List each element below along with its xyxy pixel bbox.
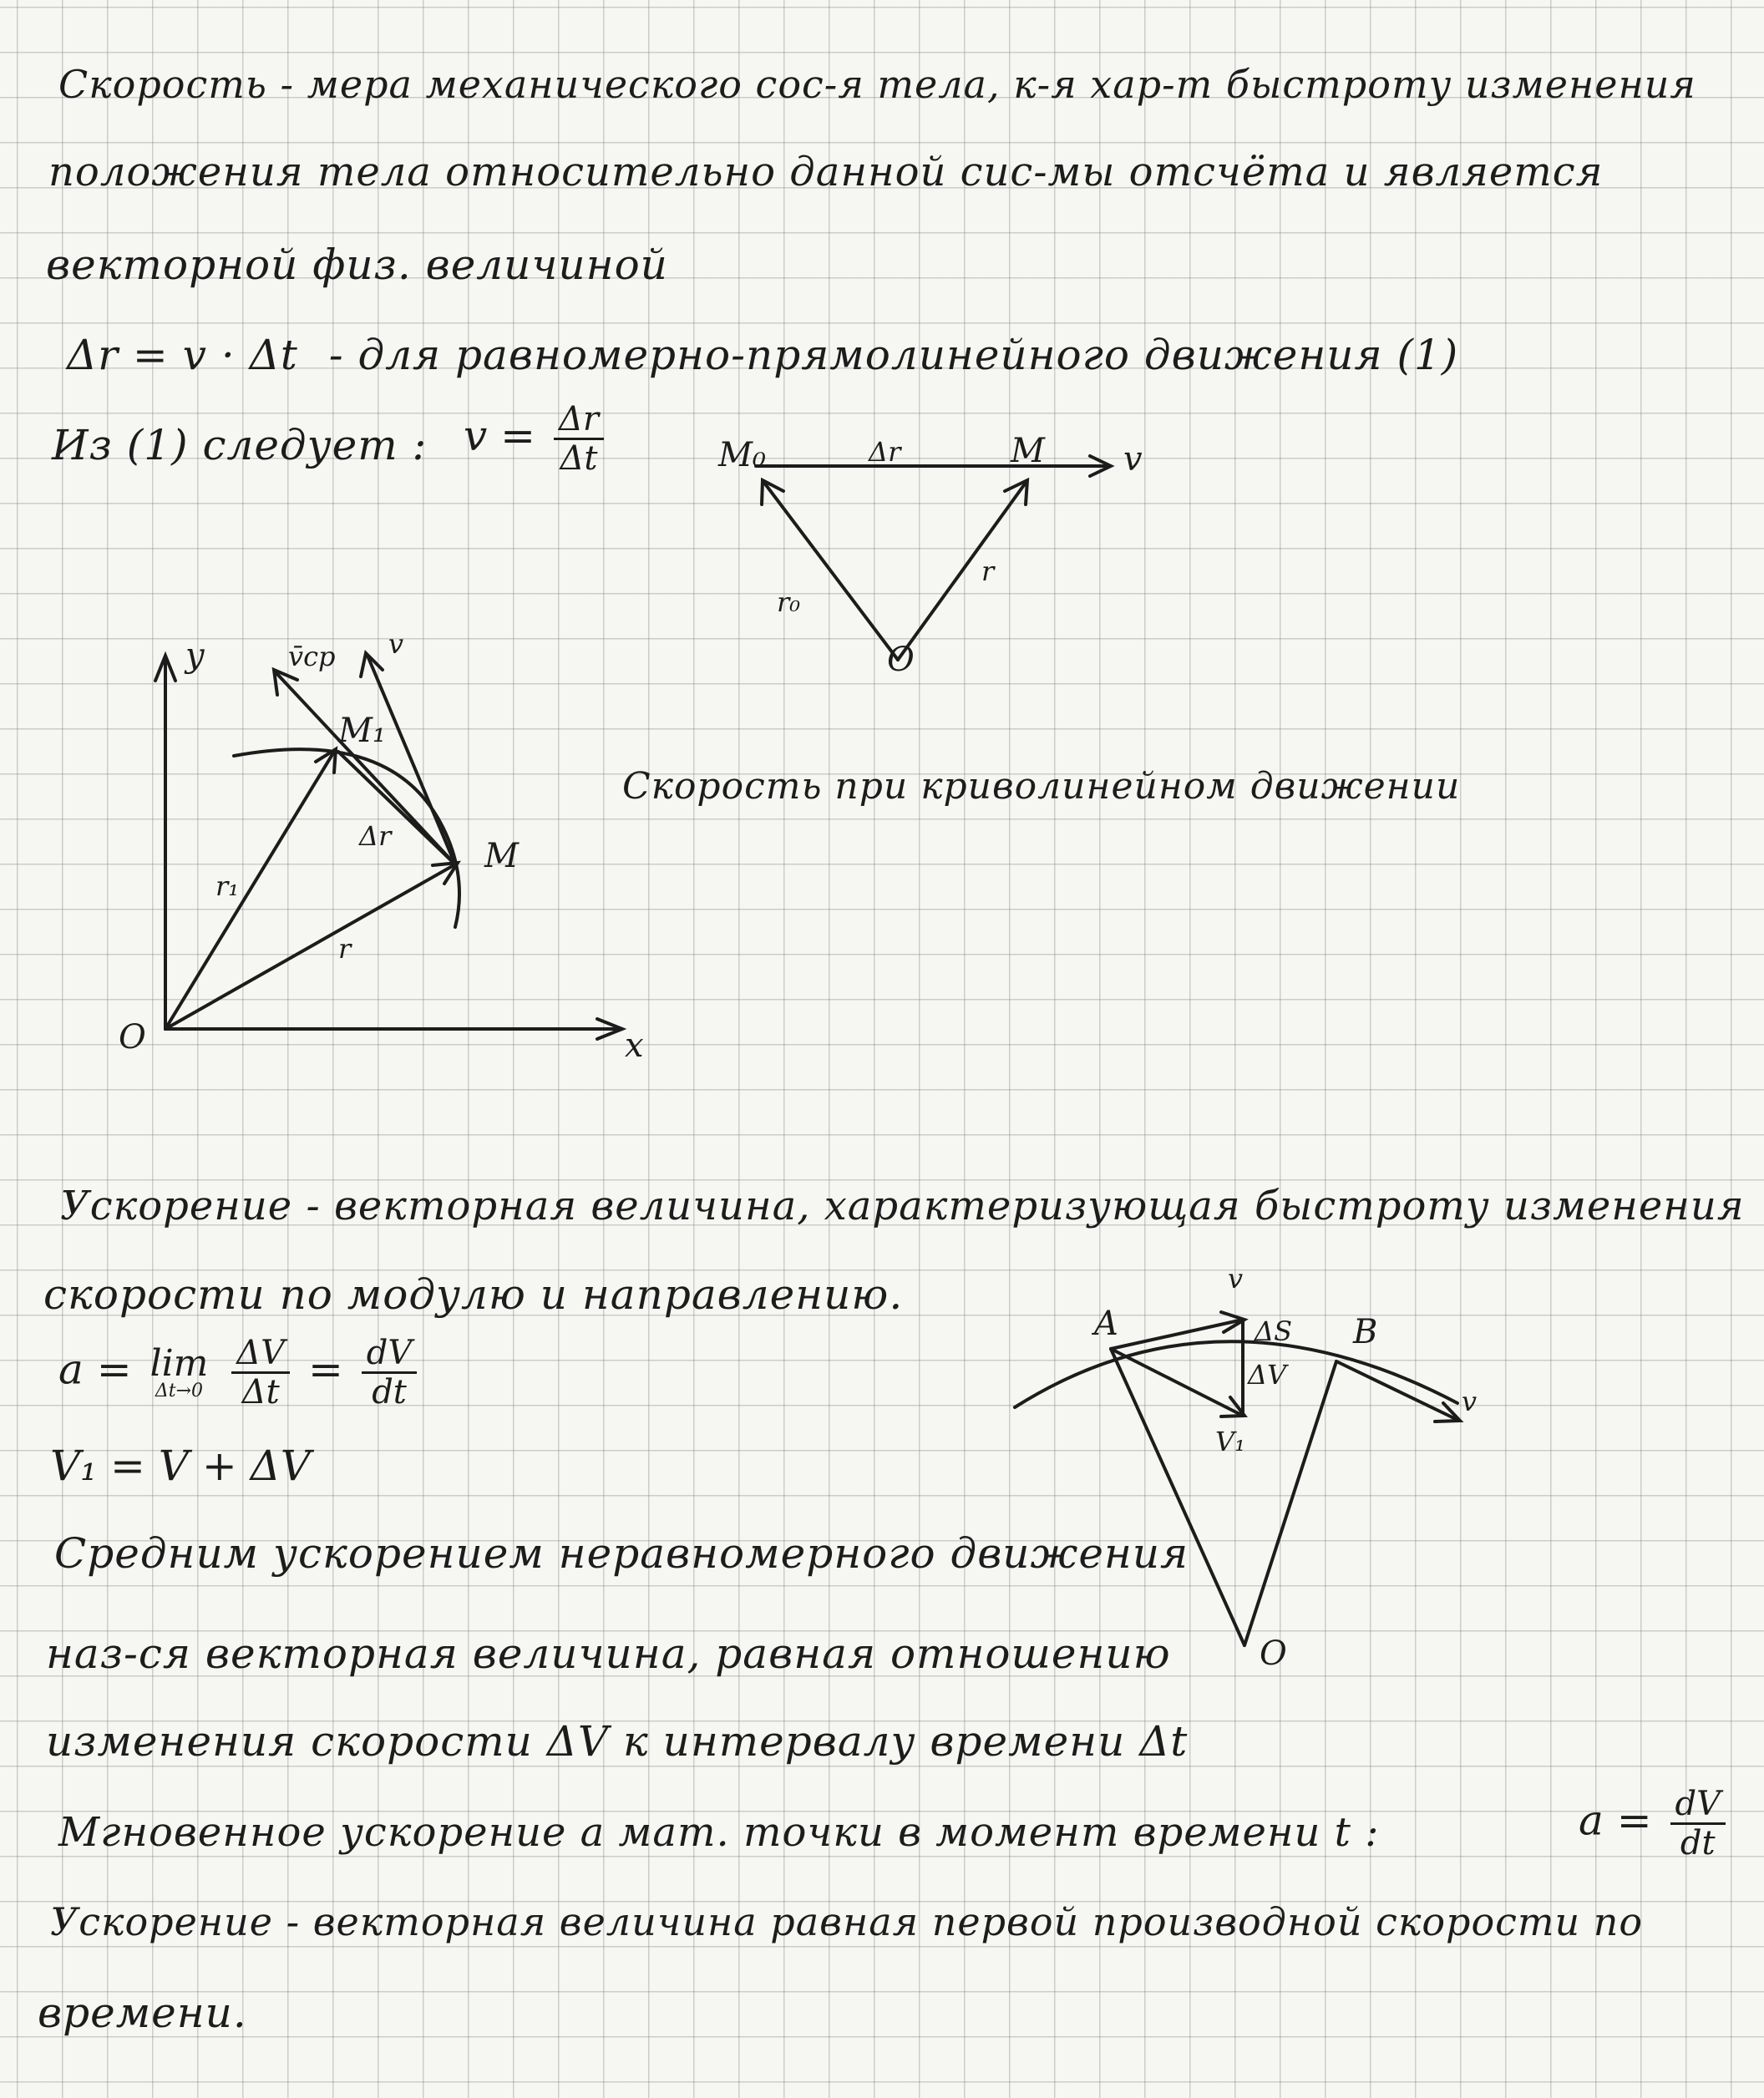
diagram3-v1-vector [1111, 1349, 1243, 1416]
formula-inst-numerator: dV [1670, 1787, 1726, 1825]
acceleration-derivative-line-1: Ускорение - векторная величина равная первой производной скорости по [50, 1899, 1644, 1944]
diagram2-label-o: O [119, 1018, 146, 1057]
formula-instant-acceleration [1579, 1787, 1731, 1860]
formula-a-denominator-2: dt [372, 1373, 407, 1411]
formula-a-numerator-1: ΔV [231, 1336, 290, 1374]
formula-a-numerator-2: dV [362, 1336, 418, 1374]
formula-a-lim-word: lim [150, 1341, 209, 1385]
formula-dr-vdt: Δr = v · Δt [67, 331, 298, 379]
diagram2-label-r1: r₁ [215, 870, 240, 902]
formula-inst-lhs: a = [1579, 1796, 1652, 1845]
avg-acceleration-line-2: наз-ся векторная величина, равная отношению [46, 1629, 1171, 1678]
diagram3-label-v: v [1228, 1263, 1244, 1295]
diagram3-label-o: O [1260, 1634, 1287, 1673]
diagram2-label-dr: Δr [359, 820, 392, 852]
text-line-2: положения тела относительно данной сис-мы отсчёта и является [48, 149, 1604, 195]
diagram3-label-v1: V₁ [1215, 1426, 1245, 1457]
diagram1-label-m: M [1011, 432, 1045, 470]
diagram2-label-x: x [625, 1026, 644, 1065]
diagram3-label-b: B [1353, 1313, 1378, 1351]
formula-inst-fraction [1670, 1787, 1726, 1860]
diagram1-label-o: O [887, 641, 915, 679]
formula-uniform-note: - для равномерно-прямолинейного движения (1) [328, 331, 1459, 379]
formula-a-denominator-1: Δt [241, 1373, 280, 1411]
formula-velocity-lhs: v = [464, 411, 536, 460]
text-line-3: векторной физ. величиной [46, 241, 668, 289]
diagram3-oa-radius [1111, 1349, 1244, 1645]
diagram3-label-dv: ΔV [1248, 1359, 1287, 1391]
formula-a-lhs: a = [58, 1345, 132, 1394]
text-line-1: Скорость - мера механического сос-я тела, к-я хар-т быстроту изменения [58, 62, 1696, 107]
formula-a-lim-sub: Δt→0 [155, 1380, 204, 1401]
formula-inst-denominator: dt [1680, 1824, 1716, 1862]
diagram1-label-r0: r₀ [777, 586, 801, 618]
diagram1-label-v: v [1123, 440, 1143, 479]
diagram1-label-r: r [981, 555, 995, 587]
diagram1-label-m0: M₀ [718, 436, 766, 474]
diagram3-label-a: A [1094, 1305, 1118, 1343]
diagram2-label-m1: M₁ [338, 712, 386, 750]
avg-acceleration-line-3: изменения скорости ΔV к интервалу времени Δt [46, 1717, 1189, 1766]
diagram3-label-ds: ΔS [1255, 1315, 1293, 1347]
diagram2-label-vcp: v̄ср [288, 641, 336, 672]
diagram3-label-v2: v [1462, 1386, 1478, 1417]
diagram3-v-at-b [1336, 1361, 1457, 1420]
formula-velocity-numerator: Δr [554, 403, 604, 440]
diagram2-label-v: v [388, 628, 404, 660]
text-line-follows: Из (1) следует : [52, 421, 428, 469]
diagram3-trajectory-arc [1015, 1341, 1457, 1407]
acceleration-definition-2: скорости по модулю и направлению. [43, 1270, 904, 1319]
formula-v1-sum: V₁ = V + ΔV [50, 1442, 311, 1490]
diagram2-label-m: M [484, 837, 519, 875]
diagram3-ob-radius [1244, 1361, 1336, 1645]
avg-acceleration-line-1: Средним ускорением неравномерного движения [54, 1529, 1189, 1578]
diagram1-label-dr: Δr [869, 436, 901, 468]
formula-a-equals: = [307, 1345, 343, 1394]
acceleration-definition-1: Ускорение - векторная величина, характеризующая быстроту изменения [60, 1183, 1745, 1229]
diagram2-label-y: y [185, 636, 205, 675]
diagram2-label-r: r [338, 933, 352, 965]
instant-acceleration-line: Мгновенное ускорение a мат. точки в момент времени t : [58, 1809, 1380, 1856]
formula-velocity-denominator: Δt [560, 439, 598, 478]
curve-motion-caption: Скорость при криволинейном движении [622, 765, 1461, 808]
acceleration-derivative-line-2: времени. [38, 1989, 247, 2037]
